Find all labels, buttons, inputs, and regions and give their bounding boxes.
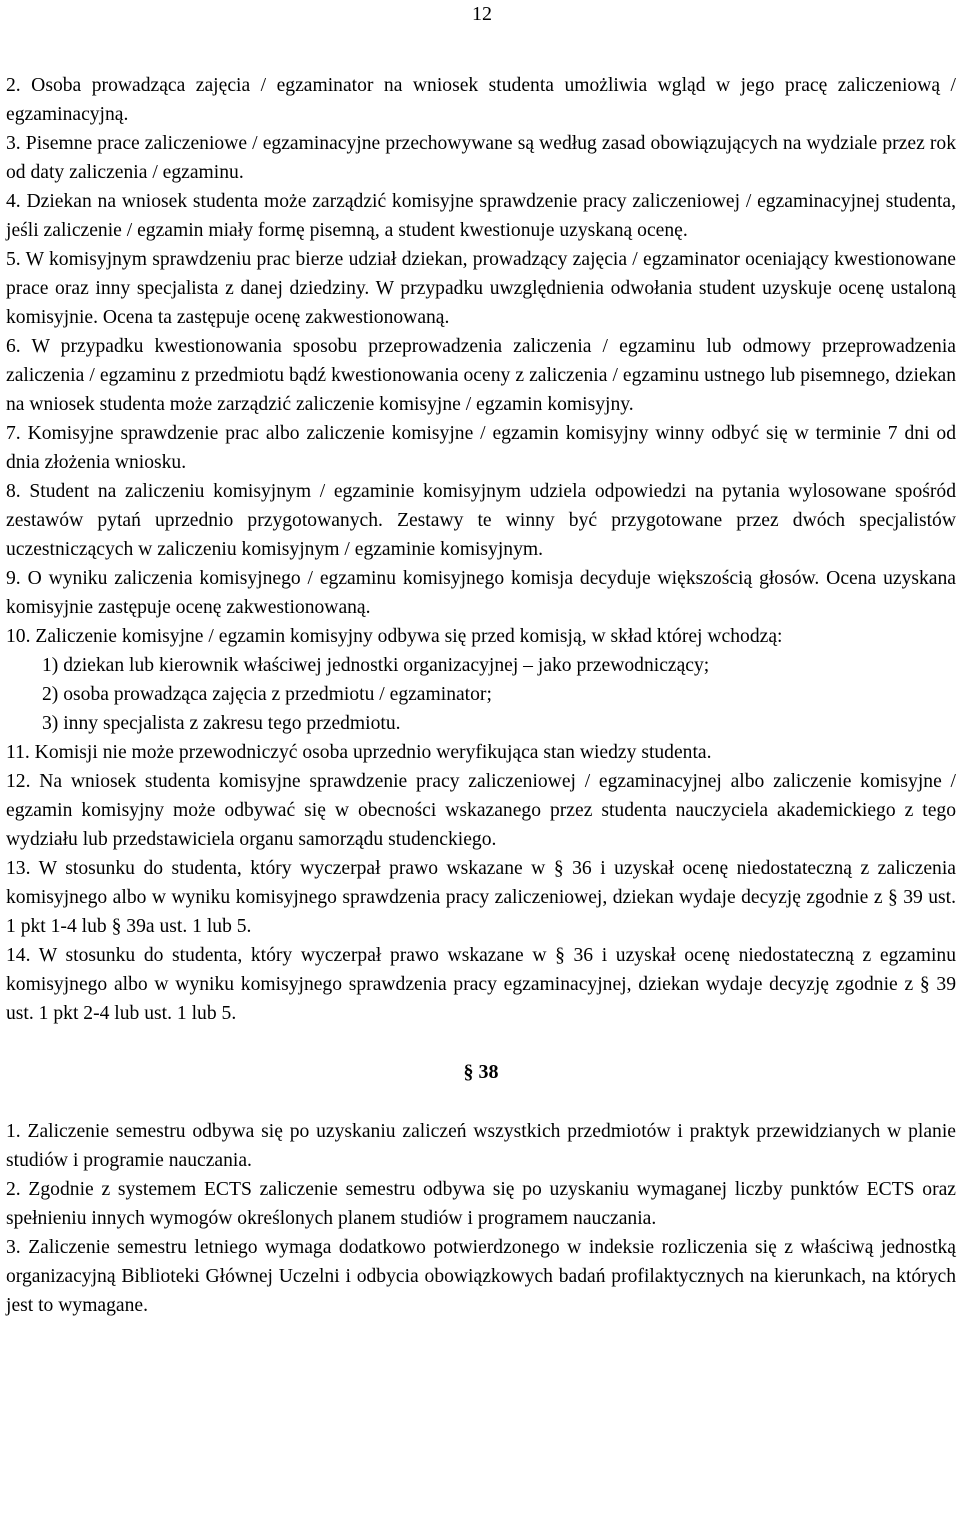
paragraph-9: 9. O wyniku zaliczenia komisyjnego / egzaminu komisyjnego komisja decyduje większością głosów. Ocena uzyskana komisyjnie zastępuje ocenę zakwestionowaną.	[6, 568, 956, 618]
paragraph-14: 14. W stosunku do studenta, który wyczerpał prawo wskazane w § 36 i uzyskał ocenę niedostateczną z egzaminu komisyjnego albo w wyniku komisyjnego sprawdzenia pracy egzaminacyjnej, dziekan wydaje decyzję zgodnie z § 39 ust. 1 pkt 2-4 lub ust. 1 lub 5.	[6, 945, 956, 1024]
section-heading: § 38	[463, 1061, 499, 1083]
paragraph-8: 8. Student na zaliczeniu komisyjnym / egzaminie komisyjnym udziela odpowiedzi na pytania wylosowane spośród zestawów pytań uprzednio przygotowanych. Zestawy te winny być przygotowane przez dwóch specjalistów uczestniczących w zaliczeniu komisyjnym / egzaminie komisyjnym.	[6, 481, 956, 560]
committee-member-2: 2) osoba prowadząca zajęcia z przedmiotu / egzaminator;	[42, 684, 492, 705]
paragraph-2: 2. Osoba prowadząca zajęcia / egzaminator na wniosek studenta umożliwia wgląd w jego pracę zaliczeniową / egzaminacyjną.	[6, 75, 956, 125]
section-paragraph-3: 3. Zaliczenie semestru letniego wymaga dodatkowo potwierdzonego w indeksie rozliczenia się z właściwą jednostką organizacyjną Biblioteki Głównej Uczelni i odbycia obowiązkowych badań profilaktycznych na kierunkach, na których jest to wymagane.	[6, 1237, 956, 1316]
paragraph-6: 6. W przypadku kwestionowania sposobu przeprowadzenia zaliczenia / egzaminu lub odmowy przeprowadzenia zaliczenia / egzaminu z przedmiotu bądź kwestionowania oceny z zaliczenia / egzaminu ustnego lub pisemnego, dziekan na wniosek studenta może zarządzić zaliczenie komisyjne / egzamin komisyjny.	[6, 336, 956, 415]
document-body	[6, 71, 956, 1320]
paragraph-7: 7. Komisyjne sprawdzenie prac albo zaliczenie komisyjne / egzamin komisyjny winny odbyć się w terminie 7 dni od dnia złożenia wniosku.	[6, 423, 956, 473]
section-paragraph-1: 1. Zaliczenie semestru odbywa się po uzyskaniu zaliczeń wszystkich przedmiotów i praktyk przewidzianych w planie studiów i programie nauczania.	[6, 1121, 956, 1171]
page-number: 12	[472, 3, 492, 25]
section-paragraph-2: 2. Zgodnie z systemem ECTS zaliczenie semestru odbywa się po uzyskaniu wymaganej liczby punktów ECTS oraz spełnieniu innych wymogów określonych planem studiów i programem nauczania.	[6, 1179, 956, 1229]
paragraph-13: 13. W stosunku do studenta, który wyczerpał prawo wskazane w § 36 i uzyskał ocenę niedostateczną z zaliczenia komisyjnego albo w wyniku komisyjnego sprawdzenia pracy zaliczeniowej, dziekan wydaje decyzję zgodnie z § 39 ust. 1 pkt 1-4 lub § 39a ust. 1 lub 5.	[6, 858, 956, 937]
paragraph-11: 11. Komisji nie może przewodniczyć osoba uprzednio weryfikująca stan wiedzy studenta.	[6, 742, 712, 763]
paragraph-3: 3. Pisemne prace zaliczeniowe / egzaminacyjne przechowywane są według zasad obowiązujących na wydziale przez rok od daty zaliczenia / egzaminu.	[6, 133, 956, 183]
paragraph-12: 12. Na wniosek studenta komisyjne sprawdzenie pracy zaliczeniowej / egzaminacyjnej albo zaliczenie komisyjne / egzamin komisyjny może odbywać się w obecności wskazanego przez studenta nauczyciela akademickiego z tego wydziału lub przedstawiciela organu samorządu studenckiego.	[6, 771, 956, 850]
paragraph-5: 5. W komisyjnym sprawdzeniu prac bierze udział dziekan, prowadzący zajęcia / egzaminator oceniający kwestionowane prace oraz inny specjalista z danej dziedziny. W przypadku uwzględnienia odwołania student uzyskuje ocenę ustaloną komisyjnie. Ocena ta zastępuje ocenę zakwestionowaną.	[6, 249, 956, 328]
paragraph-10: 10. Zaliczenie komisyjne / egzamin komisyjny odbywa się przed komisją, w skład której wchodzą:	[6, 626, 783, 647]
paragraph-4: 4. Dziekan na wniosek studenta może zarządzić komisyjne sprawdzenie pracy zaliczeniowej / egzaminacyjnej studenta, jeśli zaliczenie / egzamin miały formę pisemną, a student kwestionuje uzyskaną ocenę.	[6, 191, 956, 241]
committee-member-3: 3) inny specjalista z zakresu tego przedmiotu.	[42, 713, 401, 734]
committee-member-1: 1) dziekan lub kierownik właściwej jednostki organizacyjnej – jako przewodniczący;	[42, 655, 710, 676]
